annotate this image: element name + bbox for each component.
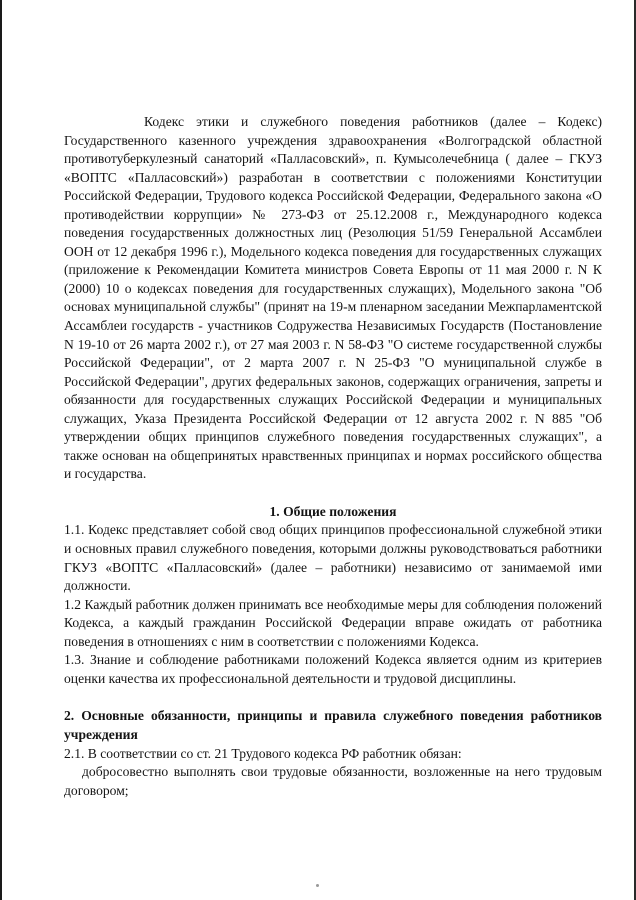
section-1-paragraph-1: 1.1. Кодекс представляет собой свод общих принципов профессиональной служебной этики и основных правил служебного поведения, которыми должны руководствоваться работники ГКУЗ «ВОПТС «Палласовский» (далее – работники) независимо от занимаемой ими должности. xyxy=(64,522,602,594)
section-2-heading: 2. Основные обязанности, принципы и правила служебного поведения работников учреждения xyxy=(64,708,602,742)
section-1-heading: 1. Общие положения xyxy=(269,503,397,519)
document-page xyxy=(64,113,602,800)
section-2-paragraph-1: 2.1. В соответствии со ст. 21 Трудового кодекса РФ работник обязан: xyxy=(64,745,462,761)
section-1-paragraph-2: 1.2 Каждый работник должен принимать все необходимые меры для соблюдения положений Кодекса, а каждый гражданин Российской Федерации вправе ожидать от работника поведения в отношениях с ним в соответствии с положениями Кодекса. xyxy=(64,596,602,649)
section-1-paragraph-3: 1.3. Знание и соблюдение работниками положений Кодекса является одним из критериев оценки качества их профессиональной деятельности и трудовой дисциплины. xyxy=(64,652,602,686)
intro-paragraph: Кодекс этики и служебного поведения работников (далее – Кодекс) Государственного казенного учреждения здравоохранения «Волгоградской областной противотуберкулезный санаторий «Палласовский», п. Кумысолечебница ( далее – ГКУЗ «ВОПТС «Палласовский») разработан в соответствии с положениями Конституции Российской Федерации, Трудового кодекса Российской Федерации, Федерального закона «О противодействии коррупции» № 273-ФЗ от 25.12.2008 г., Международного кодекса поведения государственных должностных лиц (Резолюция 51/59 Генеральной Ассамблеи ООН от 12 декабря 1996 г.), Модельного кодекса поведения для государственных служащих (приложение к Рекомендации Комитета министров Совета Европы от 11 мая 2000 г. N К (2000) 10 о кодексах поведения для государственных служащих), Модельного закона "Об основах муниципальной службы" (принят на 19-м пленарном заседании Межпарламентской Ассамблеи государств - участников Содружества Независимых Государств (Постановление N 19-10 от 26 марта 2002 г.), от 27 мая 2003 г. N 58-ФЗ "О системе государственной службы Российской Федерации", от 2 марта 2007 г. N 25-ФЗ "О муниципальной службе в Российской Федерации", других федеральных законов, содержащих ограничения, запреты и обязанности для государственных служащих Российской Федерации и муниципальных служащих, Указа Президента Российской Федерации от 12 августа 2002 г. N 885 "Об утверждении общих принципов служебного поведения государственных служащих", а также основан на общепринятых нравственных принципах и нормах российского общества и государства. xyxy=(64,114,602,482)
section-2-paragraph-2: добросовестно выполнять свои трудовые обязанности, возложенные на него трудовым договором; xyxy=(64,764,602,798)
scan-dot xyxy=(316,884,319,887)
